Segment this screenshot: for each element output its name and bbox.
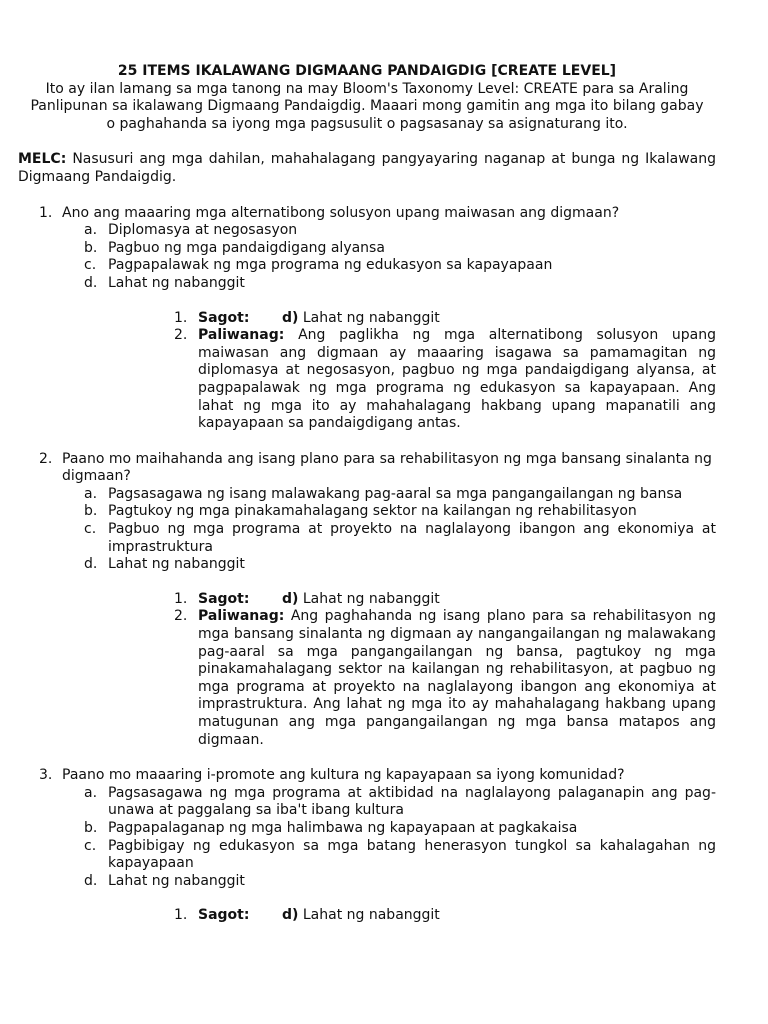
intro-paragraph: Ito ay ilan lamang sa mga tanong na may Bloom's Taxonomy Level: CREATE para sa Araling Panlipunan sa ikalawang Digmaang Pandaigdig. Maaari mong gamitin ang mga ito bilang gabay o paghahanda sa iyong mga pagsusulit o pagsasanay sa asignaturang ito. bbox=[30, 80, 704, 132]
choice-text: Pagsasagawa ng mga programa at aktibidad na naglalayong palaganapin ang pag-unawa at paggalang sa iba't ibang kultura bbox=[108, 784, 716, 819]
choice-letter: c. bbox=[84, 837, 97, 854]
sagot-text: Lahat ng nabanggit bbox=[302, 309, 440, 326]
answer-line bbox=[174, 590, 716, 609]
choice-letter: d. bbox=[84, 872, 98, 889]
question-text: Paano mo maihahanda ang isang plano para sa rehabilitasyon ng mga bansang sinalanta ng digmaan? bbox=[62, 450, 712, 485]
choice-text: Pagbuo ng mga pandaigdigang alyansa bbox=[108, 239, 385, 256]
choice-letter: b. bbox=[84, 503, 98, 520]
choice-item bbox=[84, 274, 716, 293]
melc-label: MELC: bbox=[18, 151, 67, 168]
choice-letter: b. bbox=[84, 819, 98, 836]
question-item-1 bbox=[18, 205, 716, 433]
paliwanag-label: Paliwanag: bbox=[198, 608, 285, 625]
choice-text: Pagtukoy ng mga pinakamahalagang sektor na kailangan ng rehabilitasyon bbox=[108, 503, 637, 520]
paliwanag-text: Ang paghahanda ng isang plano para sa rehabilitasyon ng mga bansang sinalanta ng digmaan ay nangangailangan ng malawakang pag-aaral sa mga pangangailangan ng bansa, pagtukoy ng mga pinakamahalagang sektor na kailangan ng rehabilitasyon, at pagbuo ng mga programa at proyekto na naglalayong ibangon ang ekonomiya at imprastruktura. Ang lahat ng mga ito ay mahahalagang hakbang upang matugunan ang mga pangangailangan ng mga bansa matapos ang digmaan. bbox=[198, 608, 716, 748]
sagot-label: Sagot: bbox=[198, 907, 250, 924]
answer-number: 2. bbox=[174, 608, 188, 625]
document-title: 25 ITEMS IKALAWANG DIGMAANG PANDAIGDIG [CREATE LEVEL] bbox=[117, 63, 617, 79]
choice-item bbox=[84, 485, 716, 504]
question-item-3 bbox=[18, 767, 716, 925]
choice-text: Diplomasya at negosasyon bbox=[108, 222, 298, 239]
choice-item bbox=[84, 503, 716, 521]
choice-text: Pagbuo ng mga programa at proyekto na naglalayong ibangon ang ekonomiya at imprastruktura bbox=[108, 521, 716, 555]
choice-text: Lahat ng nabanggit bbox=[108, 274, 245, 291]
sagot-letter: d) bbox=[282, 907, 299, 924]
question-number: 2. bbox=[39, 450, 53, 467]
question-number: 3. bbox=[39, 767, 53, 784]
choice-letter: a. bbox=[84, 784, 98, 801]
question-item-2 bbox=[18, 451, 716, 750]
choice-item bbox=[84, 784, 716, 820]
sagot-text: Lahat ng nabanggit bbox=[302, 907, 440, 924]
choice-item bbox=[84, 521, 716, 556]
choice-list bbox=[62, 486, 716, 574]
choice-text: Pagbibigay ng edukasyon sa mga batang henerasyon tungkol sa kahalagahan ng kapayapaan bbox=[108, 837, 716, 872]
explanation-line bbox=[174, 608, 716, 749]
choice-item bbox=[84, 837, 716, 873]
question-text: Paano mo maaaring i-promote ang kultura ng kapayapaan sa iyong komunidad? bbox=[62, 767, 625, 784]
answer-block bbox=[62, 907, 716, 925]
choice-letter: b. bbox=[84, 239, 98, 256]
choice-letter: c. bbox=[84, 257, 97, 274]
choice-text: Pagsasagawa ng isang malawakang pag-aaral sa mga pangangailangan ng bansa bbox=[108, 485, 683, 502]
choice-letter: d. bbox=[84, 274, 98, 291]
answer-line bbox=[174, 309, 716, 328]
explanation-line bbox=[174, 327, 716, 433]
melc-text: Nasusuri ang mga dahilan, mahahalagang pangyayaring naganap at bunga ng Ikalawang Digmaang Pandaigdig. bbox=[18, 151, 717, 185]
choice-letter: c. bbox=[84, 521, 97, 538]
paliwanag-label: Paliwanag: bbox=[198, 327, 285, 344]
sagot-letter: d) bbox=[282, 309, 299, 326]
choice-item bbox=[84, 257, 716, 275]
choice-text: Pagpapalaganap ng mga halimbawa ng kapayapaan at pagkakaisa bbox=[108, 819, 578, 836]
question-number: 1. bbox=[39, 204, 53, 221]
answer-number: 1. bbox=[174, 907, 188, 924]
choice-letter: d. bbox=[84, 556, 98, 573]
choice-list bbox=[62, 222, 716, 292]
answer-block bbox=[62, 591, 716, 749]
choice-item bbox=[84, 239, 716, 258]
choice-text: Lahat ng nabanggit bbox=[108, 872, 245, 889]
sagot-label: Sagot: bbox=[198, 309, 250, 326]
choice-item bbox=[84, 556, 716, 574]
melc-paragraph bbox=[18, 151, 716, 186]
choice-item bbox=[84, 872, 716, 891]
paliwanag-text: Ang paglikha ng mga alternatibong solusyon upang maiwasan ang digmaan ay maaaring isagawa sa pamamagitan ng diplomasya at negosasyon, pagbuo ng mga pandaigdigang alyansa, at pagpapalawak ng mga programa ng edukasyon sa kapayapaan. Ang lahat ng mga ito ay mahahalagang hakbang upang mapanatili ang kapayapaan sa pandaigdigang antas. bbox=[198, 327, 716, 432]
answer-number: 1. bbox=[174, 590, 188, 607]
choice-item bbox=[84, 222, 716, 240]
answer-line bbox=[174, 907, 716, 925]
sagot-text: Lahat ng nabanggit bbox=[302, 590, 440, 607]
answer-number: 2. bbox=[174, 327, 188, 344]
choice-text: Pagpapalawak ng mga programa ng edukasyon sa kapayapaan bbox=[108, 257, 553, 274]
choice-list bbox=[62, 785, 716, 891]
choice-letter: a. bbox=[84, 222, 98, 239]
question-text: Ano ang maaaring mga alternatibong solusyon upang maiwasan ang digmaan? bbox=[62, 204, 620, 221]
choice-item bbox=[84, 819, 716, 838]
sagot-label: Sagot: bbox=[198, 590, 250, 607]
answer-number: 1. bbox=[174, 309, 188, 326]
choice-text: Lahat ng nabanggit bbox=[108, 556, 245, 573]
sagot-letter: d) bbox=[282, 590, 299, 607]
question-list bbox=[18, 205, 716, 925]
answer-block bbox=[62, 310, 716, 433]
choice-letter: a. bbox=[84, 485, 98, 502]
